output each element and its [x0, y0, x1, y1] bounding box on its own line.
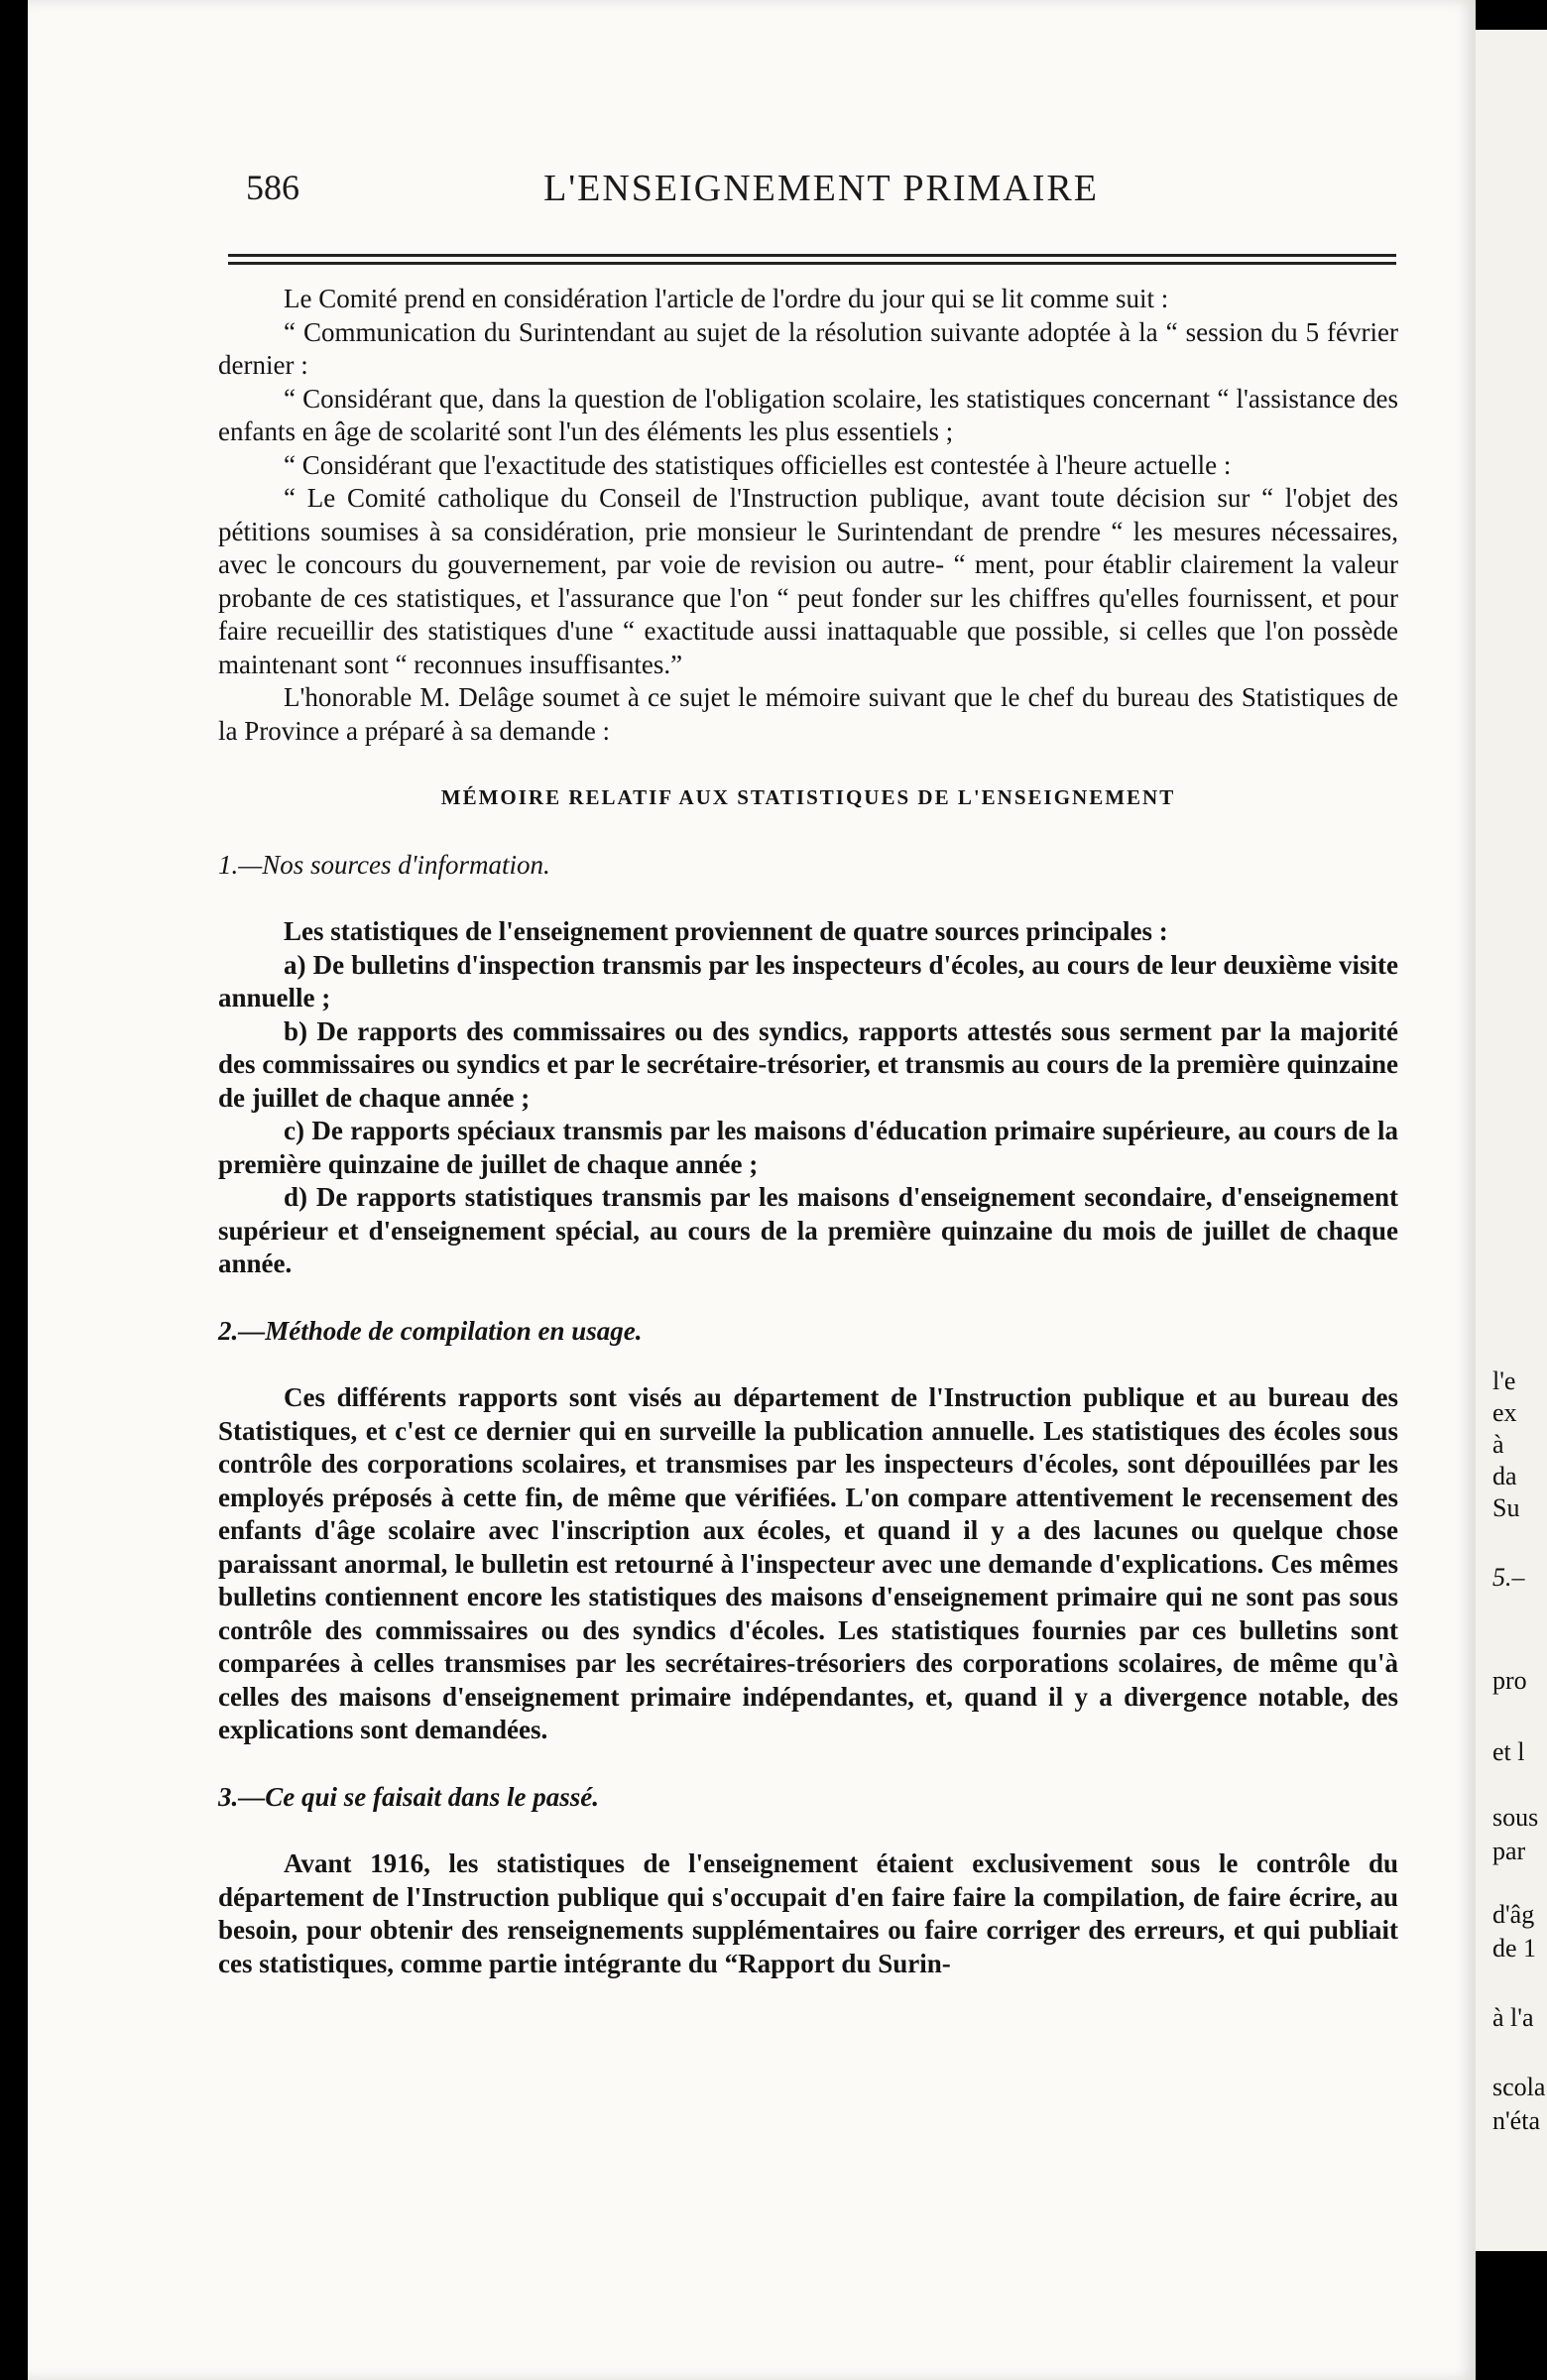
memoire-title: MÉMOIRE RELATIF AUX STATISTIQUES DE L'ENSEIGNEMENT — [440, 785, 1176, 809]
facing-fragment: da — [1492, 1462, 1517, 1490]
facing-fragment: par — [1492, 1837, 1526, 1865]
facing-fragment: l'e — [1492, 1367, 1516, 1395]
header-rule-top — [228, 254, 1396, 257]
header-rule-bottom — [228, 262, 1396, 265]
facing-fragment: et l — [1492, 1737, 1525, 1766]
quote-considerant-1: “ Considérant que, dans la question de l'obligation scolaire, les statistiques concernant “ l'assistance des enfants en âge de scolarité sont l'un des éléments les plus essentiels ; — [218, 383, 1398, 446]
section-1-intro: Les statistiques de l'enseignement proviennent de quatre sources principales : — [284, 916, 1168, 946]
facing-fragment: à — [1492, 1430, 1504, 1459]
source-item-c: c) De rapports spéciaux transmis par les maisons d'éducation primaire supérieure, au cours de la première quinzaine de juillet de chaque année ; — [218, 1116, 1398, 1179]
facing-fragment: de 1 — [1492, 1934, 1537, 1963]
section-2-text: Ces différents rapports sont visés au département de l'Instruction publique et au bureau des Statistiques, et c'est ce dernier qui en surveille la publication annuelle. Les statistiques des écoles sous contrôle des corporations scolaires, et transmises par les inspecteurs d'écoles, sont dépouillées par les employés préposés à cette fin, de même que vérifiées. L'on compare attentivement le recensement des enfants d'âge scolaire avec l'inscription aux écoles, et quand il y a des lacunes ou quelque chose paraissant anormal, le bulletin est retourné à l'inspecteur avec une demande d'explications. Ces mêmes bulletins contiennent encore les statistiques des maisons d'enseignement primaire qui ne sont pas sous contrôle des commissaires ou des syndics d'écoles. Les statistiques fournies par ces bulletins sont comparées à celles transmises par les secrétaires-trésoriers des corporations scolaires, de même qu'à celles des maisons d'enseignement primaire indépendantes, et, quand il y a divergence notable, des explications sont demandées. — [218, 1382, 1398, 1744]
page-header — [216, 167, 1426, 216]
delage-paragraph: L'honorable M. Delâge soumet à ce sujet le mémoire suivant que le chef du bureau des Statistiques de la Province a préparé à sa demande : — [218, 682, 1398, 746]
facing-fragment: pro — [1492, 1666, 1527, 1695]
quote-communication: “ Communication du Surintendant au sujet de la résolution suivante adoptée à la “ session du 5 février dernier : — [218, 316, 1398, 380]
source-item-b: b) De rapports des commissaires ou des syndics, rapports attestés sous serment par la majorité des commissaires ou syndics et par le secrétaire-trésorier, et transmis au cours de la première quinzaine de juillet de chaque année ; — [218, 1015, 1398, 1113]
section-3-heading: 3.—Ce qui se faisait dans le passé. — [218, 1781, 600, 1812]
section-1-body — [218, 915, 1398, 1281]
facing-fragment: à l'a — [1492, 2003, 1534, 2032]
facing-fragment: ex — [1492, 1398, 1517, 1427]
facing-fragment: 5.– — [1492, 1563, 1525, 1592]
facing-fragment: n'éta — [1492, 2106, 1540, 2135]
facing-fragment: Su — [1492, 1493, 1520, 1522]
running-title: L'ENSEIGNEMENT PRIMAIRE — [543, 168, 1099, 209]
page-body — [218, 283, 1398, 1980]
facing-fragment: sous — [1492, 1803, 1539, 1832]
quote-considerant-2: “ Considérant que l'exactitude des statistiques officielles est contestée à l'heure actuelle : — [284, 449, 1232, 480]
section-3-text: Avant 1916, les statistiques de l'enseignement étaient exclusivement sous le contrôle du département de l'Instruction publique qui s'occupait d'en faire faire la compilation, de faire écrire, au besoin, pour obtenir des renseignements supplémentaires ou faire corriger des erreurs, et qui publiait ces statistiques, comme partie intégrante du “Rapport du Surin- — [218, 1848, 1398, 1978]
intro-paragraph: Le Comité prend en considération l'article de l'ordre du jour qui se lit comme suit : — [284, 284, 1169, 313]
section-1-heading: 1.—Nos sources d'information. — [218, 849, 550, 880]
quote-resolution: “ Le Comité catholique du Conseil de l'Instruction publique, avant toute décision sur “ l'objet des pétitions soumises à sa considération, prie monsieur le Surintendant de prendre “ les mesures nécessaires, avec le concours du gouvernement, par voie de revision ou autre- “ ment, pour établir clairement la valeur probante de ces statistiques, et l'assurance que l'on “ peut fonder sur les chiffres qu'elles fournissent, et pour faire recueillir des statistiques d'une “ exactitude aussi inattaquable que possible, si celles que l'on possède maintenant sont “ reconnues insuffisantes.” — [218, 483, 1398, 679]
page-number: 586 — [246, 168, 299, 207]
source-item-a: a) De bulletins d'inspection transmis par les inspecteurs d'écoles, au cours de leur deuxième visite annuelle ; — [218, 949, 1398, 1012]
facing-fragment: scola — [1492, 2073, 1546, 2101]
section-2-heading: 2.—Méthode de compilation en usage. — [218, 1315, 643, 1346]
source-item-d: d) De rapports statistiques transmis par les maisons d'enseignement secondaire, d'enseignement supérieur et d'enseignement spécial, au cours de la première quinzaine du mois de juillet de chaque année. — [218, 1182, 1398, 1278]
facing-fragment: d'âg — [1492, 1900, 1535, 1929]
